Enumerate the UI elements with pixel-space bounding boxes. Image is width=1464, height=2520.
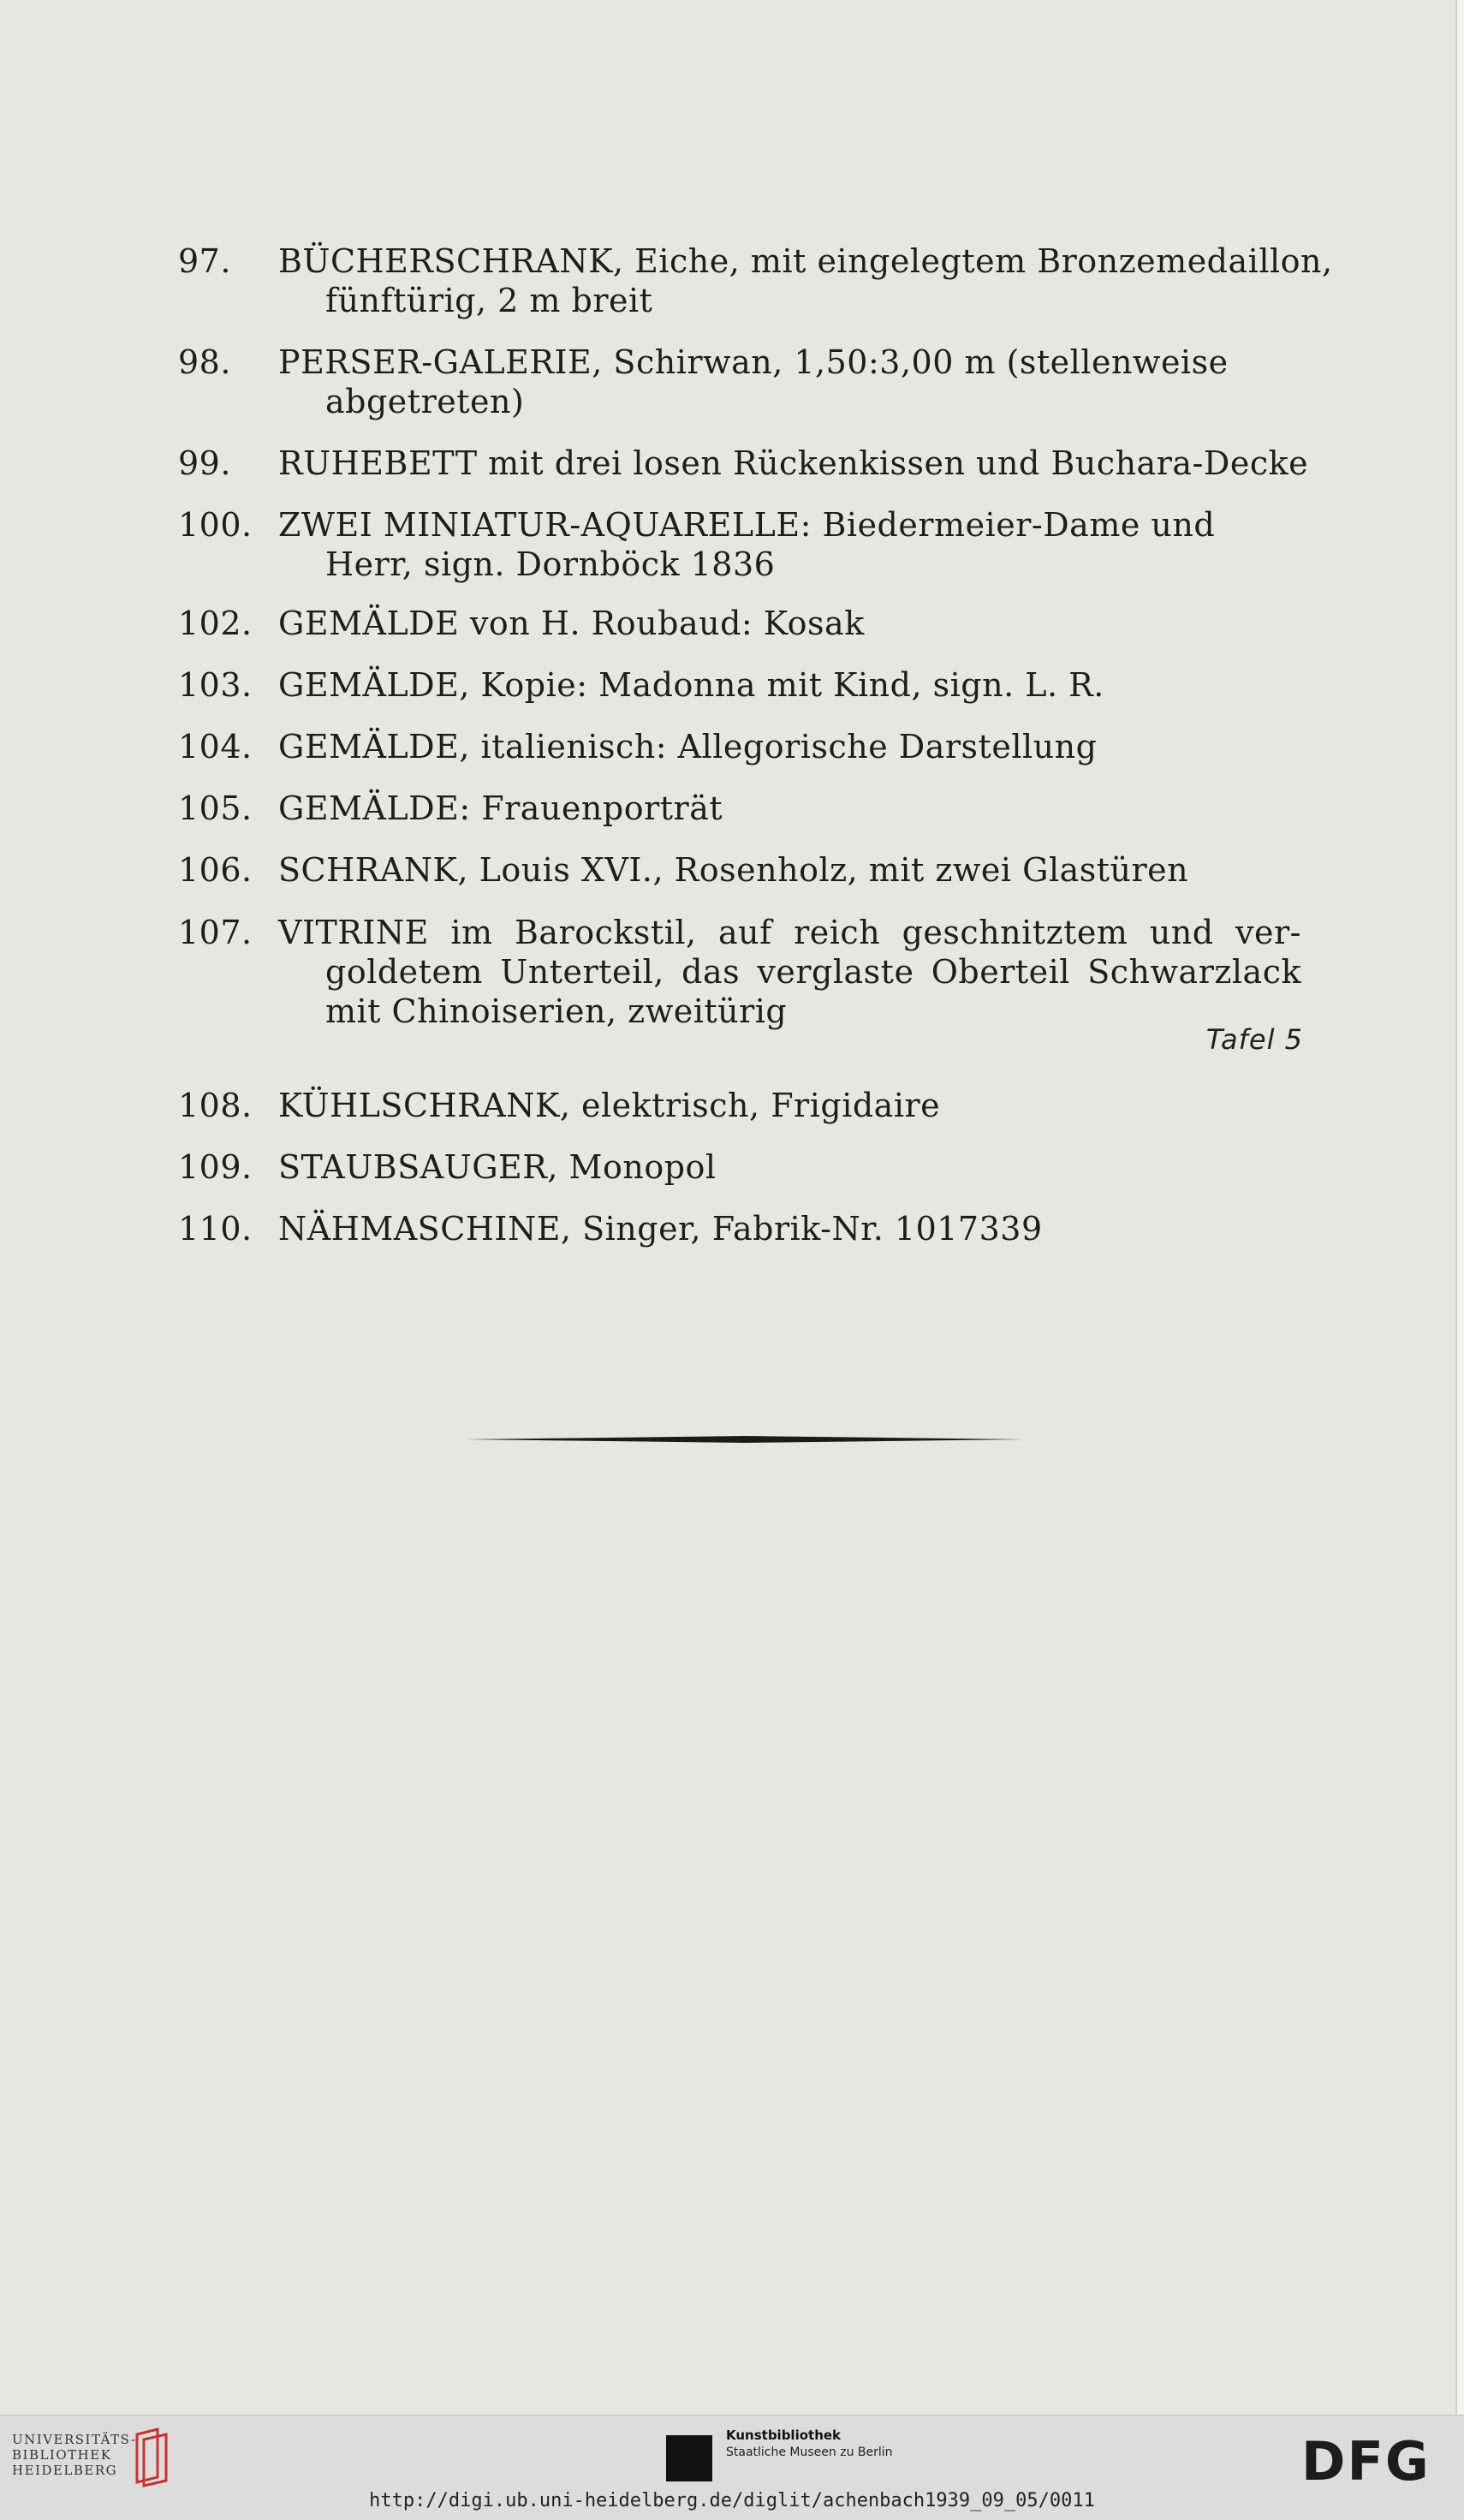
entry-line: RUHEBETT mit drei losen Rückenkissen und Buchara-Decke <box>278 444 1309 482</box>
entry-number: 98. <box>178 343 231 381</box>
entry-number: 99. <box>178 444 231 482</box>
entry-line: KÜHLSCHRANK, elektrisch, Frigidaire <box>278 1087 941 1124</box>
entry-text <box>278 727 1301 766</box>
entry-text <box>278 1209 1301 1248</box>
entry-number: 97. <box>178 242 231 280</box>
entry-text <box>278 241 1333 320</box>
entry-text <box>278 789 1301 828</box>
entry-line: GEMÄLDE, Kopie: Madonna mit Kind, sign. L. R. <box>278 666 1104 704</box>
entry-line: PERSER-GALERIE, Schirwan, 1,50:3,00 m (stellenweise <box>278 343 1229 381</box>
entry-number: 106. <box>178 851 253 889</box>
entry-text <box>278 604 1301 643</box>
entry-text <box>278 505 1301 584</box>
ub-heidelberg-logo-icon <box>132 2428 175 2487</box>
entry-line: VITRINE im Barockstil, auf reich geschnitztem und ver- <box>278 914 1301 951</box>
entry-line: GEMÄLDE von H. Roubaud: Kosak <box>278 605 865 642</box>
entry-line: SCHRANK, Louis XVI., Rosenholz, mit zwei Glastüren <box>278 851 1189 889</box>
source-url[interactable]: http://digi.ub.uni-heidelberg.de/diglit/achenbach1939_09_05/0011 <box>369 2490 1095 2511</box>
entry-line: GEMÄLDE, italienisch: Allegorische Darstellung <box>278 728 1098 766</box>
ub-line: HEIDELBERG <box>12 2463 118 2478</box>
entry-number: 100. <box>178 506 253 544</box>
entry-text <box>278 1086 1301 1125</box>
entry-line: mit Chinoiserien, zweitürig <box>325 992 788 1030</box>
entry-text <box>278 850 1301 890</box>
entry-line: abgetreten) <box>325 383 525 420</box>
entry-number: 109. <box>178 1148 253 1186</box>
ub-heidelberg-label <box>12 2432 137 2478</box>
kunstbibliothek-name: Kunstbibliothek <box>726 2428 842 2443</box>
entry-line: ZWEI MINIATUR-AQUARELLE: Biedermeier-Dame und <box>278 506 1216 544</box>
dfg-logo: DFG <box>1301 2430 1431 2493</box>
ub-line: BIBLIOTHEK <box>12 2447 112 2463</box>
entry-text <box>278 343 1301 421</box>
entry-text <box>278 444 1309 483</box>
entry-number: 103. <box>178 666 253 704</box>
entry-number: 107. <box>178 914 253 951</box>
entry-line: goldetem Unterteil, das verglaste Oberteil Schwarzlack <box>325 953 1301 991</box>
entry-number: 110. <box>178 1210 253 1248</box>
entry-line: NÄHMASCHINE, Singer, Fabrik-Nr. 1017339 <box>278 1210 1043 1248</box>
entry-text <box>278 665 1301 705</box>
entry-number: 108. <box>178 1087 253 1124</box>
entry-number: 102. <box>178 605 253 642</box>
entry-line: STAUBSAUGER, Monopol <box>278 1148 717 1186</box>
entry-number: 104. <box>178 728 253 766</box>
kunstbibliothek-logo-icon <box>666 2435 712 2481</box>
entry-line: Herr, sign. Dornböck 1836 <box>325 545 776 583</box>
ub-line: UNIVERSITÄTS- <box>12 2432 137 2447</box>
kunstbibliothek-subtitle: Staatliche Museen zu Berlin <box>726 2446 893 2459</box>
page-edge <box>1455 0 1464 2415</box>
entry-line: fünftürig, 2 m breit <box>325 282 653 319</box>
plate-reference: Tafel 5 <box>1205 1023 1303 1056</box>
entry-line: GEMÄLDE: Frauenporträt <box>278 789 723 827</box>
decorative-divider <box>467 1435 1023 1444</box>
entry-text <box>278 913 1301 1031</box>
entry-number: 105. <box>178 789 253 827</box>
entry-line: BÜCHERSCHRANK, Eiche, mit eingelegtem Bronzemedaillon, <box>278 242 1333 280</box>
entry-text <box>278 1147 1301 1187</box>
